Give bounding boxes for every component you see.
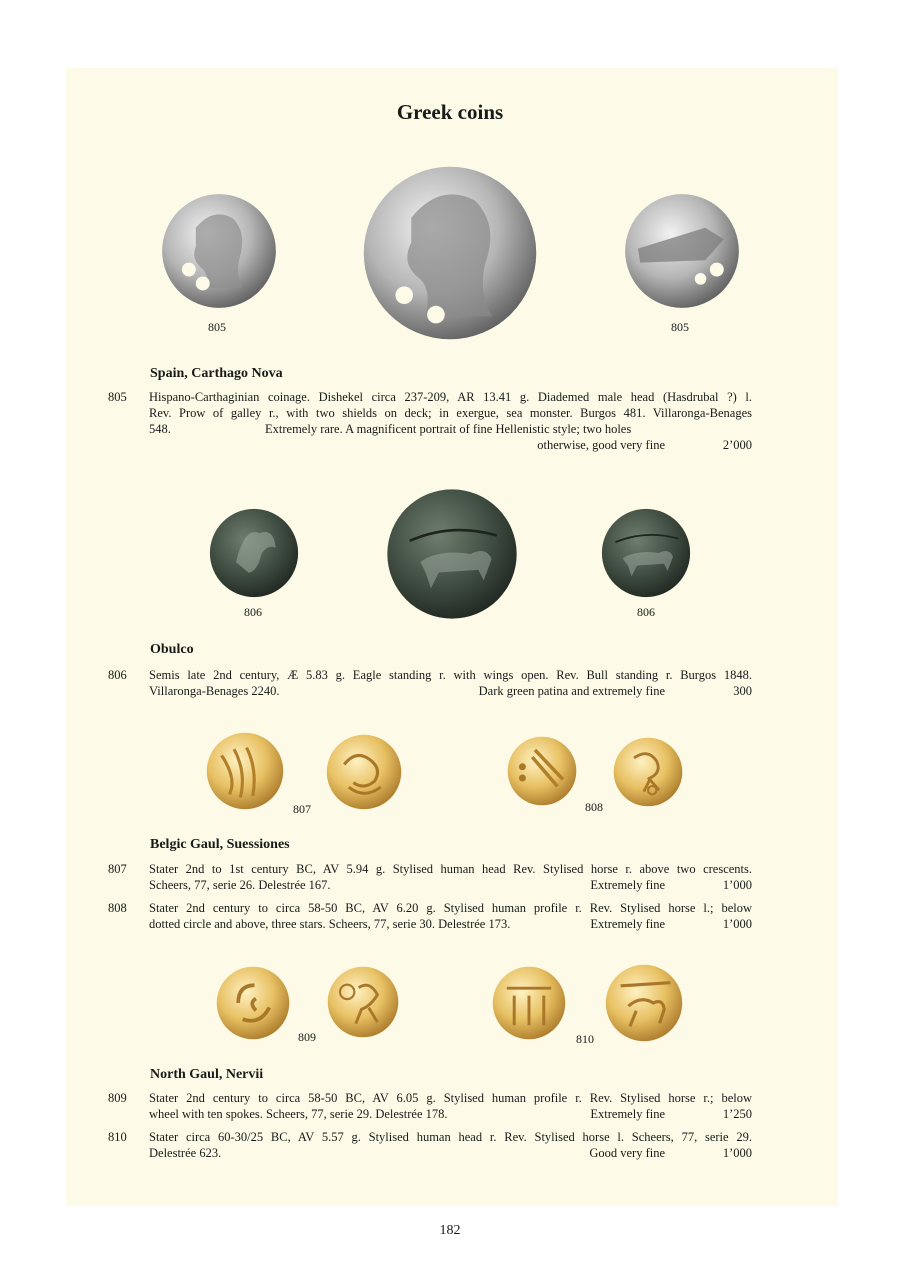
lot-description-line: Villaronga-Benages 2240. — [149, 684, 280, 698]
coin-806-obverse-image — [209, 508, 299, 598]
lot-number: 806 — [108, 668, 127, 682]
lot-grade: Extremely fine — [590, 878, 665, 892]
coin-805-reverse-image — [623, 193, 741, 309]
lot-number: 805 — [108, 390, 127, 404]
lot-number: 810 — [108, 1130, 127, 1144]
lot-grade: Extremely fine — [590, 917, 665, 931]
lot-price: 1’000 — [722, 1146, 752, 1160]
coin-label: 808 — [585, 800, 603, 814]
coin-809-obverse-image — [216, 966, 290, 1040]
lot-description-line: Stater 2nd century to circa 58-50 BC, AV 6.20 g. Stylised human profile r. Rev. Stylised horse l.; below — [149, 901, 752, 915]
section-heading: North Gaul, Nervii — [150, 1067, 264, 1082]
coin-810-obverse-image — [492, 966, 566, 1040]
coin-label: 805 — [208, 320, 226, 334]
coin-label: 807 — [293, 802, 311, 816]
coin-806-enlarged-image — [386, 488, 518, 620]
coin-label: 810 — [576, 1032, 594, 1046]
page-number: 182 — [439, 1223, 461, 1238]
coin-label: 809 — [298, 1030, 316, 1044]
lot-description-line: Rev. Prow of galley r., with two shields on deck; in exergue, sea monster. Burgos 481. Villaronga-Benages — [149, 406, 752, 420]
coin-label: 806 — [244, 605, 262, 619]
lot-note: Extremely rare. A magnificent portrait of fine Hellenistic style; two holes — [265, 422, 632, 436]
lot-price: 1’000 — [722, 917, 752, 931]
section-heading: Obulco — [150, 642, 194, 657]
lot-price: 1’250 — [722, 1107, 752, 1121]
lot-price: 300 — [733, 684, 752, 698]
coin-label: 806 — [637, 605, 655, 619]
lot-price: 2’000 — [722, 438, 752, 452]
coin-807-reverse-image — [322, 734, 406, 810]
coin-805-enlarged-image — [362, 163, 538, 343]
lot-description-line: Delestrée 623. — [149, 1146, 222, 1160]
lot-grade: Dark green patina and extremely fine — [478, 684, 665, 698]
section-heading: Spain, Carthago Nova — [150, 366, 283, 381]
lot-description-line: Scheers, 77, serie 26. Delestrée 167. — [149, 878, 331, 892]
coin-label: 805 — [671, 320, 689, 334]
lot-grade: Extremely fine — [590, 1107, 665, 1121]
section-heading: Belgic Gaul, Suessiones — [150, 837, 290, 852]
lot-description-line: dotted circle and above, three stars. Scheers, 77, serie 30. Delestrée 173. — [149, 917, 511, 931]
coin-808-obverse-image — [507, 736, 577, 806]
lot-number: 809 — [108, 1091, 127, 1105]
lot-description-line: Semis late 2nd century, Æ 5.83 g. Eagle standing r. with wings open. Rev. Bull standing r. Burgos 1848. — [149, 668, 752, 682]
lot-description-line: Stater 2nd to 1st century BC, AV 5.94 g. Stylised human head Rev. Stylised horse r. above two crescents. — [149, 862, 752, 876]
lot-description-line: wheel with ten spokes. Scheers, 77, serie 29. Delestrée 178. — [149, 1107, 448, 1121]
lot-grade: otherwise, good very fine — [537, 438, 665, 452]
page-title: Greek coins — [396, 100, 504, 124]
lot-description-line: Hispano-Carthaginian coinage. Dishekel circa 237-209, AR 13.41 g. Diademed male head (Hasdrubal ?) l. — [149, 390, 752, 404]
coin-806-reverse-image — [601, 508, 691, 598]
coin-805-obverse-image — [161, 193, 277, 309]
lot-description-line: Stater 2nd century to circa 58-50 BC, AV 6.05 g. Stylised human profile r. Rev. Stylised horse r.; below — [149, 1091, 752, 1105]
lot-grade: Good very fine — [589, 1146, 665, 1160]
lot-description-line: Stater circa 60-30/25 BC, AV 5.57 g. Stylised human head r. Rev. Stylised horse l. Scheers, 77, serie 29. — [149, 1130, 752, 1144]
lot-description-line: 548. — [149, 422, 171, 436]
coin-808-reverse-image — [613, 736, 683, 808]
coin-810-reverse-image — [604, 964, 684, 1042]
coin-809-reverse-image — [327, 966, 399, 1038]
lot-price: 1’000 — [722, 878, 752, 892]
lot-number: 807 — [108, 862, 127, 876]
lot-number: 808 — [108, 901, 127, 915]
coin-807-obverse-image — [206, 732, 284, 810]
